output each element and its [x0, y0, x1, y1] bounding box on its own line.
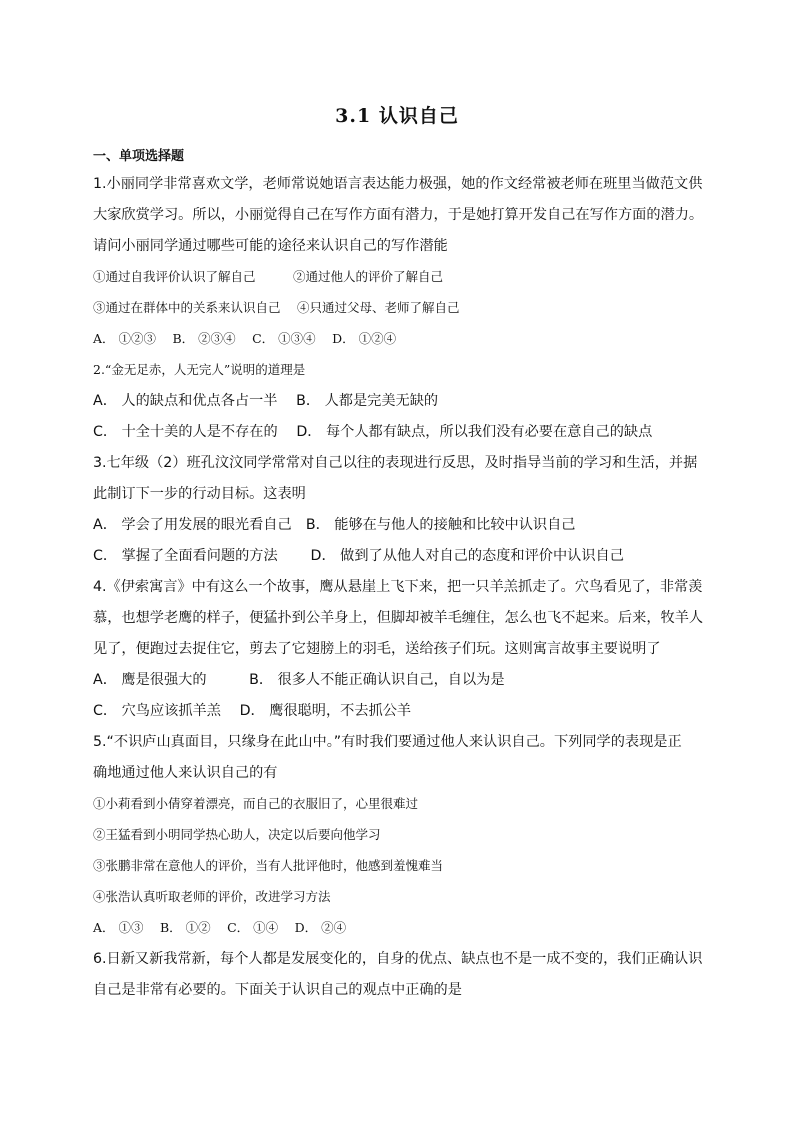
choice-line: A． 学会了用发展的眼光看自己 B． 能够在与他人的接触和比较中认识自己: [93, 517, 576, 533]
option-line: ①通过自我评价认识了解自己 ②通过他人的评价了解自己: [93, 269, 444, 284]
option-line: ③张鹏非常在意他人的评价，当有人批评他时，他感到羞愧难当: [93, 858, 444, 873]
choice-line: C． 十全十美的人是不存在的 D． 每个人都有缺点，所以我们没有必要在意自己的缺点: [93, 424, 653, 440]
text-line: 见了，便跑过去捉住它，剪去了它翅膀上的羽毛，送给孩子们玩。这则寓言故事主要说明了: [93, 641, 661, 657]
text-line: 确地通过他人来认识自己的有: [93, 765, 278, 781]
text-line: 1.小丽同学非常喜欢文学，老师常说她语言表达能力极强，她的作文经常被老师在班里当做范文供: [93, 176, 703, 192]
text-line: 自己是非常有必要的。下面关于认识自己的观点中正确的是: [93, 982, 462, 998]
option-line: ④张浩认真听取老师的评价，改进学习方法: [93, 889, 331, 904]
choice-line: C． 掌握了全面看问题的方法 D． 做到了从他人对自己的态度和评价中认识自己: [93, 548, 624, 564]
question-content: [93, 174, 705, 1011]
choice-line: C． 穴鸟应该抓羊羔 D． 鹰很聪明，不去抓公羊: [93, 703, 412, 719]
option-line: ①小莉看到小倩穿着漂亮，而自己的衣服旧了，心里很难过: [93, 796, 419, 811]
text-line: 慕，也想学老鹰的样子，便猛扑到公羊身上，但脚却被羊毛缠住，怎么也飞不起来。后来，牧羊人: [93, 610, 704, 626]
choice-line: A． ①③ B． ①② C． ①④ D． ②④: [93, 920, 347, 935]
text-line: 6.日新又新我常新，每个人都是发展变化的，自身的优点、缺点也不是一成不变的，我们正确认识: [93, 951, 703, 967]
choice-line: A． 人的缺点和优点各占一半 B． 人都是完美无缺的: [93, 393, 439, 409]
choice-line: A． 鹰是很强大的 B． 很多人不能正确认识自己，自以为是: [93, 672, 505, 688]
text-line: 4.《伊索寓言》中有这么一个故事，鹰从悬崖上飞下来，把一只羊羔抓走了。穴鸟看见了，非常羡: [93, 579, 703, 595]
text-line: 请问小丽同学通过哪些可能的途径来认识自己的写作潜能: [93, 238, 448, 254]
page-title: 3.1 认识自己: [335, 105, 459, 127]
choice-line: A． ①②③ B． ②③④ C． ①③④ D． ①②④: [93, 331, 397, 346]
text-line: 此制订下一步的行动目标。这表明: [93, 486, 306, 502]
text-line: 5.“不识庐山真面目，只缘身在此山中。”有时我们要通过他人来认识自己。下列同学的表现是正: [93, 734, 682, 750]
option-line: ②王猛看到小明同学热心助人，决定以后要向他学习: [93, 827, 381, 842]
section-heading: 一、单项选择题: [93, 149, 185, 164]
text-line: 3.七年级（2）班孔汶汶同学常常对自己以往的表现进行反思，及时指导当前的学习和生活，并据: [93, 455, 698, 471]
text-line: 2.“金无足赤，人无完人”说明的道理是: [93, 362, 306, 377]
option-line: ③通过在群体中的关系来认识自己 ④只通过父母、老师了解自己: [93, 300, 460, 315]
text-line: 大家欣赏学习。所以，小丽觉得自己在写作方面有潜力，于是她打算开发自己在写作方面的潜力。: [93, 207, 704, 223]
